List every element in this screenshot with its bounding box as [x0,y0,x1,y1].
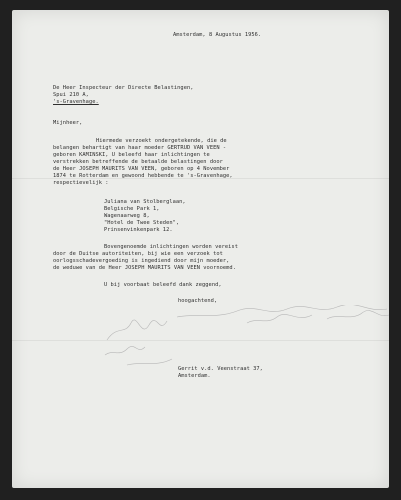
address-item-1: Juliana van Stolberglaan, [104,199,186,205]
body2-line-1: Bovengenoemde inlichtingen worden vereist [104,244,238,250]
recipient-line-1: De Heer Inspecteur der Directe Belastingen, [53,85,194,91]
body1-line-6: 1874 te Rotterdam en gewoond hebbende te 's-Gravenhage, [53,173,233,179]
recipient-line-2: Spui 210 A, [53,92,89,98]
body2-line-3: oorlogsschadevergoeding is ingediend door mijn moeder, [53,258,230,264]
body1-line-1: Hiermede verzoekt ondergetekende, die de [96,138,227,144]
letter-date: Amsterdam, 8 Augustus 1956. [173,32,262,38]
recipient-line-3: 's-Gravenhage. [53,99,99,105]
address-item-3: Wagenaarweg 8, [104,213,150,219]
body1-line-4: verstrekken betreffende de betaalde belastingen door [53,159,223,165]
salutation: Mijnheer, [53,120,83,126]
body2-line-4: de weduwe van de Heer JOSEPH MAURITS VAN VEEN voornoemd. [53,265,236,271]
pencil-scribble [97,305,397,375]
body1-line-3: geboren KAMINSKI, U beleefd haar inlichtingen te [53,152,210,158]
closing-line: hoogachtend, [178,298,218,304]
address-item-2: Belgische Park 1, [104,206,160,212]
thanks-line: U bij voorbaat beleefd dank zeggend, [104,282,222,288]
body1-line-5: de Heer JOSEPH MAURITS VAN VEEN, geboren op 4 November [53,166,230,172]
body1-line-2: belangen behartigt van haar moeder GERTRUD VAN VEEN - [53,145,227,151]
letter-sheet [12,10,389,488]
sender-address-line-1: Gerrit v.d. Veenstraat 37, [178,366,263,372]
address-item-5: Prinsenvinkenpark 12. [104,227,173,233]
body2-line-2: door de Duitse autoriteiten, bij wie een verzoek tot [53,251,223,257]
sender-address-line-2: Amsterdam. [178,373,211,379]
body1-line-7: respectievelijk : [53,180,109,186]
address-item-4: "Hotel de Twee Steden", [104,220,180,226]
